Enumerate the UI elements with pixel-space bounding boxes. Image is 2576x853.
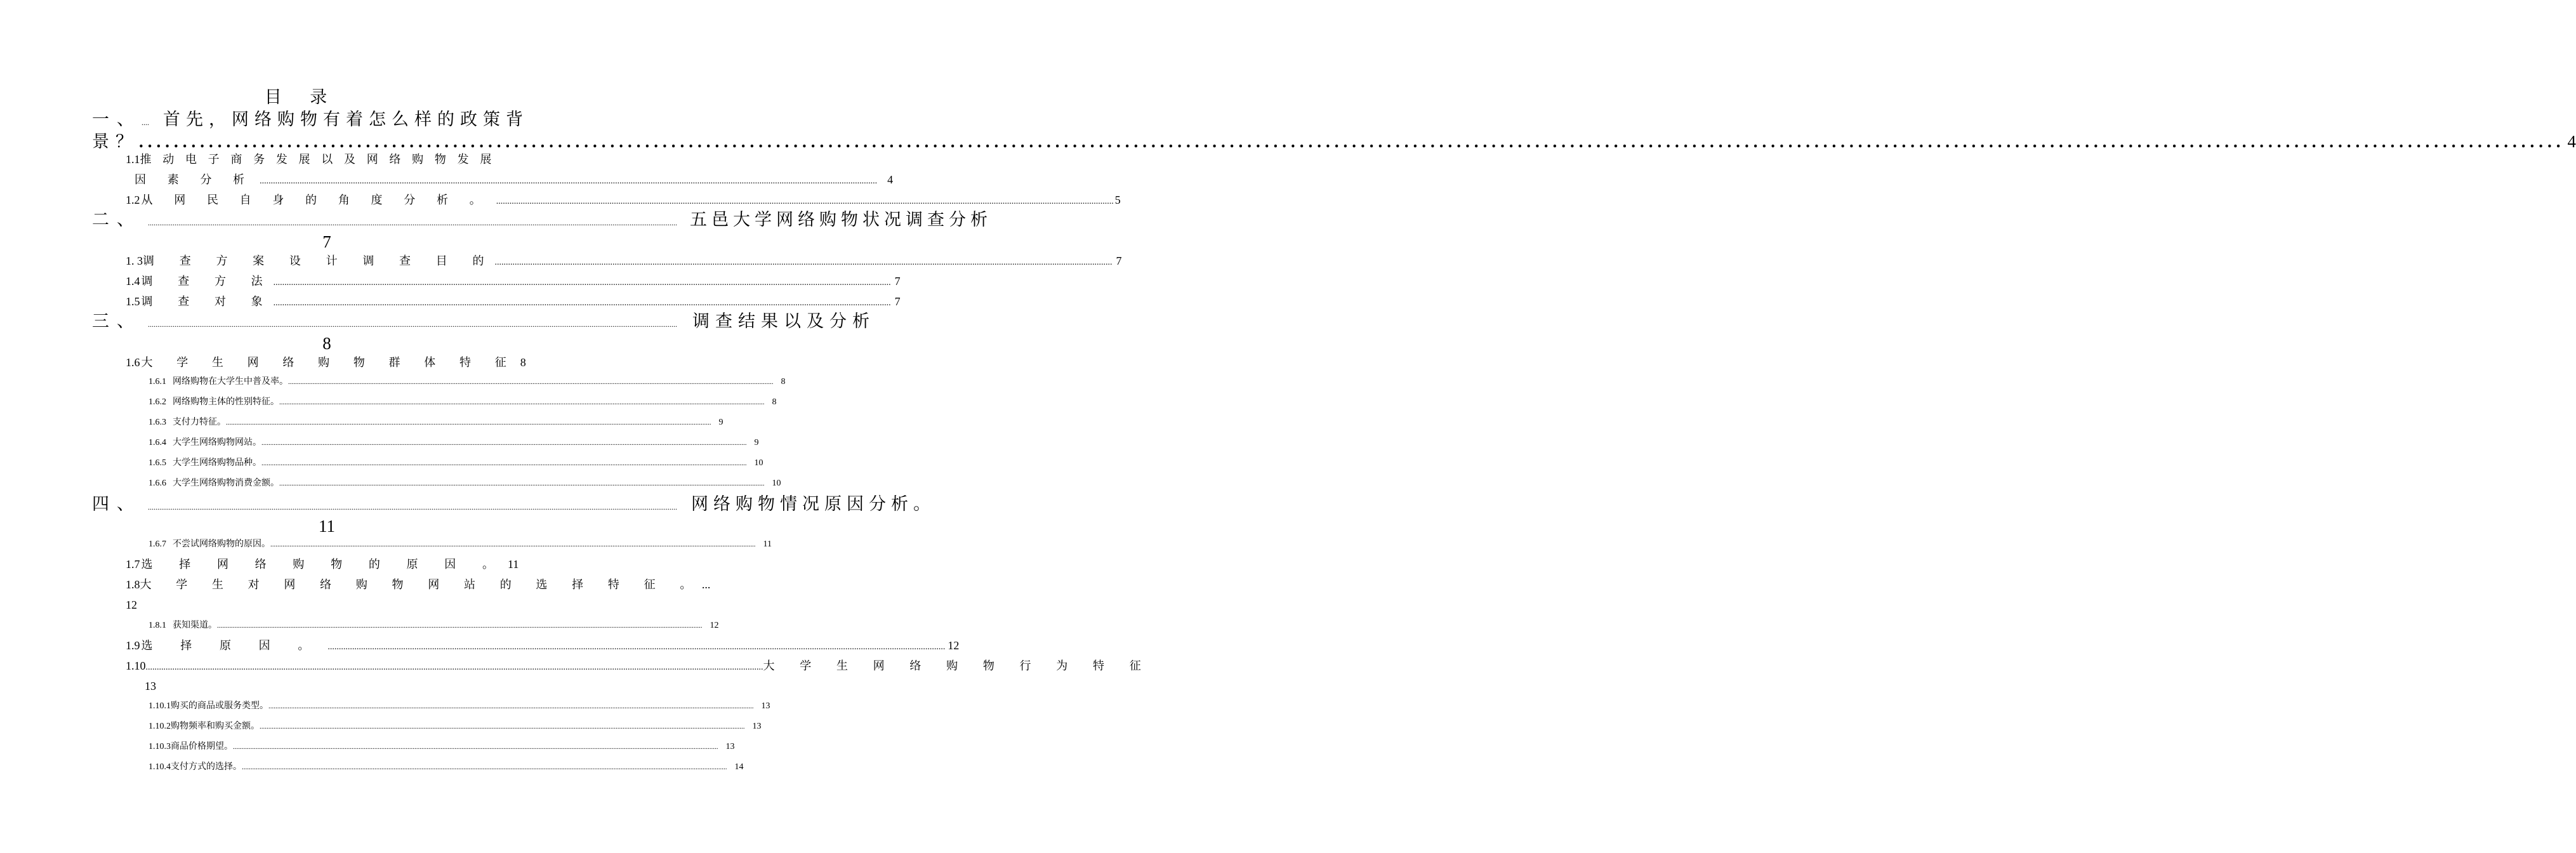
toc-entry-1-2[interactable] <box>126 190 1121 211</box>
toc-entry-1-1[interactable] <box>126 150 516 169</box>
page-number: 13 <box>145 680 156 692</box>
page-number: 12 <box>948 639 960 652</box>
toc-entry-1-8[interactable] <box>126 575 711 595</box>
page-number: 7 <box>1116 255 1122 267</box>
entry-text: 商品价格期望。 <box>171 741 233 751</box>
toc-entry-1-10-1[interactable] <box>149 698 770 715</box>
toc-entry-1-10-3[interactable] <box>149 738 735 755</box>
entry-number: 1.8 <box>126 578 140 591</box>
toc-entry-1-1-cont[interactable] <box>135 170 894 191</box>
entry-number: 1.7 <box>126 558 140 571</box>
toc-heading-4[interactable] <box>92 494 935 518</box>
toc-heading-2-page <box>0 231 654 253</box>
trailing-dots: ... <box>701 578 711 591</box>
page-number: 13 <box>752 722 762 731</box>
toc-entry-1-6-6[interactable] <box>149 475 781 492</box>
leader-dots <box>279 475 765 492</box>
entry-text: 调 查 方 案 设 计 调 查 目 的 <box>143 255 495 268</box>
heading-marker: 三、 <box>92 312 142 331</box>
page-number: 13 <box>725 742 735 751</box>
entry-text: 网络购物主体的性别特征。 <box>173 397 279 407</box>
toc-entry-1-7[interactable] <box>126 555 519 576</box>
toc-entry-1-10-4[interactable] <box>149 758 744 776</box>
toc-entry-1-6[interactable] <box>126 353 526 374</box>
toc-entry-1-6-2[interactable] <box>149 393 777 411</box>
page-number: 11 <box>508 558 519 571</box>
entry-number: 1.9 <box>126 639 140 652</box>
page-number: 12 <box>710 621 719 630</box>
toc-heading-1[interactable] <box>92 109 529 133</box>
leader-dots <box>139 131 2565 152</box>
entry-text: 获知渠道。 <box>173 620 217 630</box>
entry-number: 1.8.1 <box>149 621 166 630</box>
leader-dots <box>148 314 677 335</box>
leader-dots <box>260 172 877 191</box>
leader-dots <box>261 435 747 451</box>
page-number: 14 <box>734 762 744 772</box>
toc-entry-1-10-2[interactable] <box>149 718 762 735</box>
entry-number: 1.6.3 <box>149 418 166 427</box>
page-number: 13 <box>761 701 770 711</box>
entry-text: 不尝试网络购物的原因。 <box>173 539 270 549</box>
leader-dots <box>327 638 945 657</box>
page-number: 10 <box>772 479 781 488</box>
page-number: 11 <box>319 517 335 536</box>
heading-text: 调查结果以及分析 <box>692 312 875 331</box>
entry-number: 1.10.4 <box>149 762 171 772</box>
entry-number: 1.6.5 <box>149 458 166 468</box>
leader-dots <box>242 759 727 776</box>
page-number: 7 <box>894 295 901 308</box>
leader-dots <box>279 394 765 411</box>
entry-number: 1.4 <box>126 275 140 288</box>
page-number: 8 <box>781 377 786 387</box>
leader-dots <box>288 374 774 390</box>
entry-number: 1.6.1 <box>149 377 166 387</box>
leader-dots <box>148 496 677 518</box>
toc-title: 目 录 <box>264 88 339 107</box>
toc-entry-1-8-1[interactable] <box>149 617 719 634</box>
entry-text: 大 学 生 网 络 购 物 群 体 特 征 <box>141 356 517 369</box>
page-number: 8 <box>772 397 777 407</box>
heading-marker: 一、 <box>92 110 142 129</box>
entry-number: 1.6 <box>126 356 140 369</box>
entry-number: 1.2 <box>126 194 140 206</box>
heading-marker: 四、 <box>92 494 142 514</box>
toc-entry-1-3[interactable] <box>126 251 1122 272</box>
toc-entry-1-9[interactable] <box>126 636 960 657</box>
leader-dots <box>496 192 1114 211</box>
page-number: 7 <box>322 232 331 251</box>
toc-entry-1-10[interactable] <box>126 656 1152 677</box>
heading-text: 五邑大学网络购物状况调查分析 <box>690 210 992 230</box>
entry-text: 从 网 民 自 身 的 角 度 分 析 。 <box>141 194 490 207</box>
leader-dots <box>260 718 745 735</box>
entry-number: 1.6.6 <box>149 479 166 488</box>
entry-text: 选 择 网 络 购 物 的 原 因 。 <box>141 558 505 571</box>
entry-number: 1.6.7 <box>149 539 166 549</box>
heading-marker: 二、 <box>92 210 142 230</box>
toc-entry-1-4[interactable] <box>126 272 901 293</box>
entry-text: 调 查 对 象 <box>141 295 274 308</box>
leader-dots <box>148 212 677 234</box>
entry-number: 1.10 <box>126 659 146 672</box>
entry-number: 1. 3 <box>126 255 143 267</box>
toc-heading-2[interactable] <box>92 209 992 234</box>
toc-entry-1-6-4[interactable] <box>149 434 759 451</box>
page-number: 10 <box>754 458 763 468</box>
entry-text: 网络购物在大学生中普及率。 <box>173 376 288 387</box>
leader-dots <box>274 294 891 313</box>
page-number: 11 <box>763 539 772 549</box>
leader-dots <box>146 658 763 677</box>
page-number: 12 <box>126 598 137 611</box>
page-number: 8 <box>520 356 526 369</box>
toc-entry-1-10-page <box>145 677 208 696</box>
entry-text: 大 学 生 网 络 购 物 行 为 特 征 <box>763 659 1152 673</box>
entry-text: 大学生网络购物消费金额。 <box>173 478 279 488</box>
leader-dots <box>261 455 747 472</box>
toc-entry-1-5[interactable] <box>126 292 901 313</box>
page-number: 9 <box>754 438 759 447</box>
prefix-dots: .... <box>142 118 149 127</box>
heading-text: 网络购物情况原因分析。 <box>691 494 935 514</box>
entry-text: 支付方式的选择。 <box>171 762 242 772</box>
entry-text-cont: 因 素 分 析 <box>135 173 254 187</box>
entry-text: 大 学 生 对 网 络 购 物 网 站 的 选 择 特 征 。 <box>140 578 702 592</box>
entry-text: 支付力特征。 <box>173 417 226 427</box>
entry-number: 1.10.2 <box>149 722 171 731</box>
toc-heading-4-page <box>0 515 654 537</box>
entry-number: 1.5 <box>126 295 140 308</box>
heading-text-cont: 景？ <box>92 132 139 152</box>
entry-text: 推 动 电 子 商 务 发 展 以 及 网 络 购 物 发 展 <box>140 153 496 166</box>
toc-entry-1-6-3[interactable] <box>149 414 723 431</box>
leader-dots <box>274 274 891 293</box>
toc-heading-3[interactable] <box>92 311 875 335</box>
leader-dots <box>217 618 703 634</box>
leader-dots <box>495 253 1113 272</box>
leader-dots <box>226 414 711 431</box>
toc-heading-3-page <box>0 333 654 354</box>
entry-text: 购物频率和购买金额。 <box>171 721 260 731</box>
entry-text: 调 查 方 法 <box>141 275 274 288</box>
leader-dots <box>270 536 756 553</box>
entry-number: 1.1 <box>126 153 140 166</box>
toc-entry-1-8-page <box>126 595 189 614</box>
entry-text: 选 择 原 因 。 <box>141 639 322 652</box>
entry-text: 购买的商品或服务类型。 <box>171 701 268 711</box>
page-number: 5 <box>1114 194 1121 206</box>
entry-number: 1.6.4 <box>149 438 166 447</box>
toc-entry-1-6-1[interactable] <box>149 373 786 390</box>
entry-number: 1.10.3 <box>149 742 171 751</box>
entry-text: 大学生网络购物品种。 <box>173 458 261 468</box>
toc-entry-1-6-7[interactable] <box>149 536 772 553</box>
page-number: 7 <box>894 275 901 288</box>
entry-text: 大学生网络购物网站。 <box>173 437 261 447</box>
leader-dots <box>268 698 754 715</box>
toc-entry-1-6-5[interactable] <box>149 454 763 472</box>
entry-number: 1.6.2 <box>149 397 166 407</box>
page-number: 9 <box>718 418 723 427</box>
page-number: 8 <box>322 334 331 353</box>
entry-number: 1.10.1 <box>149 701 171 711</box>
leader-dots <box>233 739 718 755</box>
page-number: 4 <box>887 173 894 186</box>
page-number: 4 <box>2567 132 2576 151</box>
heading-text: 首先，网络购物有着怎么样的政策背 <box>163 110 529 129</box>
